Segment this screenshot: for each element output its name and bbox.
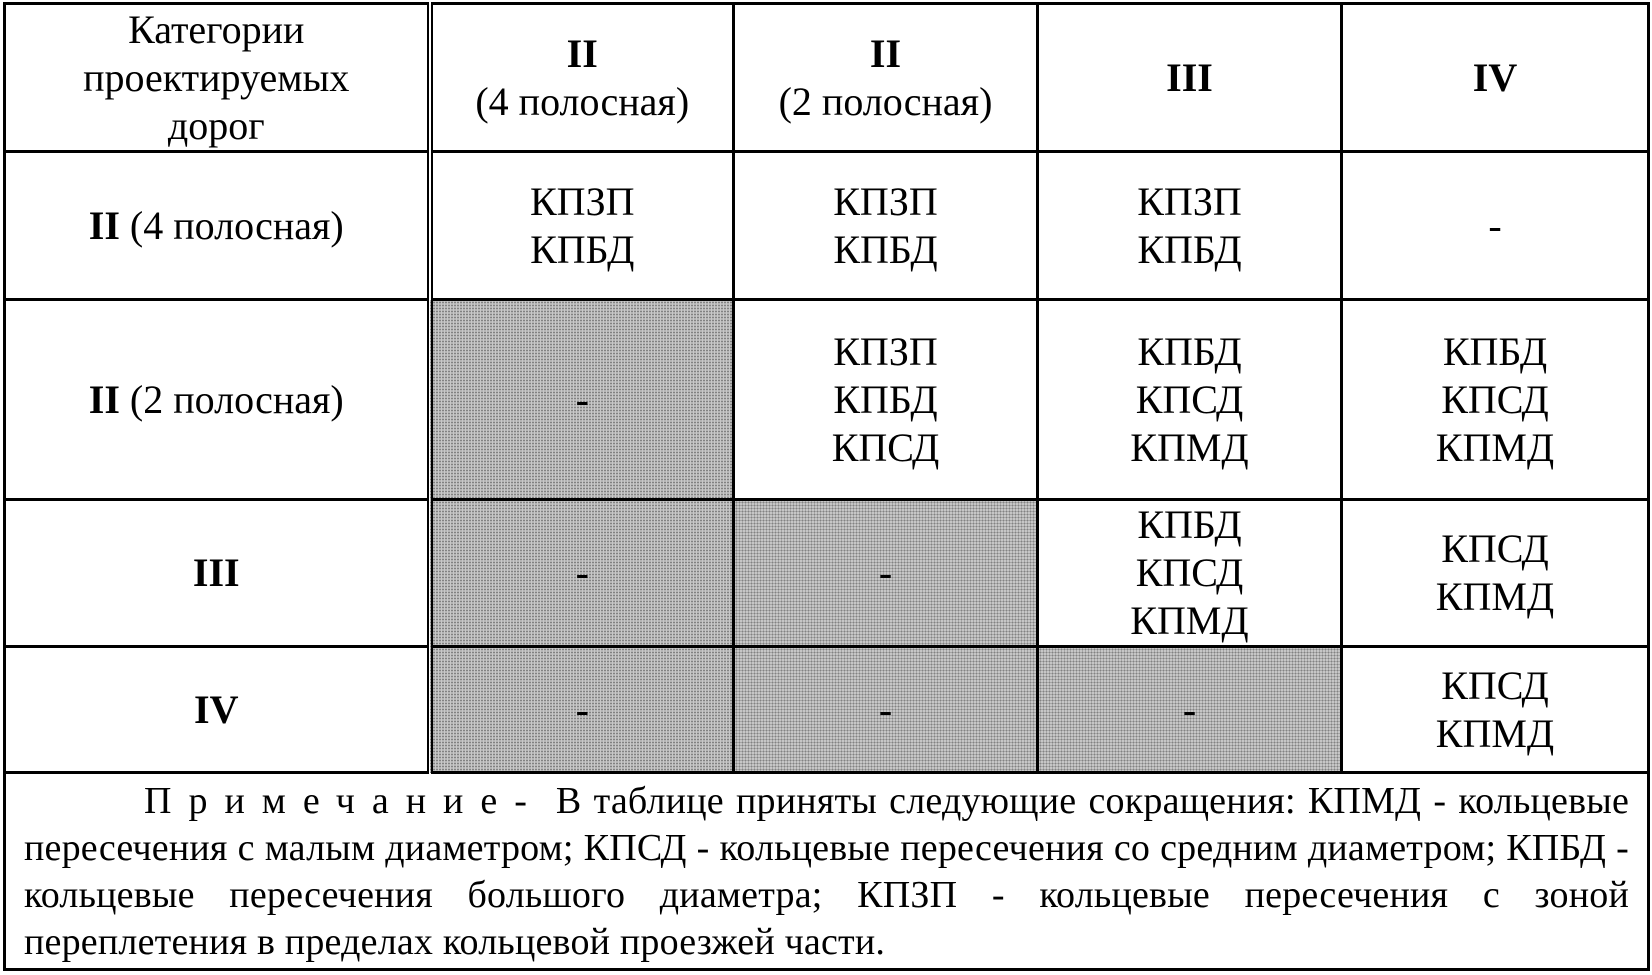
- row-header-cell: [5, 152, 430, 300]
- note-label: Примечание-: [144, 780, 544, 822]
- column-header-roman: IV: [1472, 54, 1518, 100]
- cell-value: КПСД: [1441, 662, 1549, 708]
- row-header-cell: [5, 300, 430, 500]
- cell-value: КПСД: [831, 424, 940, 470]
- shaded-cell: [734, 647, 1038, 773]
- table-row: [5, 500, 1649, 647]
- table-header-row: [5, 4, 1649, 152]
- cell-value: КПЗП: [833, 328, 938, 374]
- cell-value: КПЗП: [833, 178, 938, 224]
- cell-value: КПМД: [1435, 710, 1555, 756]
- cell-value: -: [575, 550, 589, 595]
- cell-value: КПЗП: [1137, 178, 1242, 224]
- note-row: [5, 773, 1649, 970]
- corner-line: Категории: [128, 6, 305, 52]
- cell-value: КПМД: [1435, 424, 1555, 470]
- table-cell: [1342, 647, 1649, 773]
- cell-value: -: [1488, 202, 1502, 248]
- cell-value: КПМД: [1130, 598, 1249, 643]
- column-header-roman: II: [869, 30, 902, 76]
- row-header-sub: (4 полосная): [119, 202, 344, 248]
- column-header-roman: II: [566, 30, 598, 76]
- table-cell: [1038, 500, 1342, 647]
- row-header-cell: [5, 500, 430, 647]
- table-row: [5, 152, 1649, 300]
- row-header-roman: II: [88, 202, 120, 248]
- cell-value: КПБД: [833, 376, 938, 422]
- cell-value: -: [1182, 686, 1197, 732]
- cell-value: -: [575, 376, 589, 422]
- cell-value: КПБД: [530, 226, 635, 272]
- column-header-roman: III: [1166, 54, 1213, 100]
- cell-value: КПБД: [1137, 328, 1242, 374]
- table-row: [5, 300, 1649, 500]
- cell-value: КПБД: [1442, 328, 1548, 374]
- column-header-iii: [1038, 4, 1342, 152]
- row-header-sub: (2 полосная): [119, 376, 344, 422]
- cell-value: КПСД: [1441, 376, 1549, 422]
- cell-value: КПСД: [1135, 550, 1244, 595]
- cell-value: КПБД: [1137, 226, 1242, 272]
- shaded-cell: [1038, 647, 1342, 773]
- column-header-sub: (4 полосная): [475, 78, 690, 124]
- cell-value: КПБД: [833, 226, 938, 272]
- table-cell: [734, 152, 1038, 300]
- column-header-sub: (2 полосная): [778, 78, 993, 124]
- table-row: [5, 647, 1649, 773]
- corner-header-cell: [5, 4, 430, 152]
- column-header-ii-4: [430, 4, 734, 152]
- cell-value: -: [575, 686, 589, 732]
- table-cell: [1342, 152, 1649, 300]
- shaded-cell: [734, 500, 1038, 647]
- cell-value: КПМД: [1435, 574, 1555, 619]
- cell-value: КПЗП: [530, 178, 635, 224]
- table-cell: [734, 300, 1038, 500]
- corner-line: дорог: [167, 102, 265, 148]
- row-header-cell: [5, 647, 430, 773]
- table-cell: [1342, 300, 1649, 500]
- shaded-cell: [430, 300, 734, 500]
- corner-line: проектируемых: [83, 54, 350, 100]
- shaded-cell: [430, 500, 734, 647]
- cell-value: КПБД: [1137, 502, 1242, 547]
- row-header-roman: II: [88, 376, 120, 422]
- table-cell: [1038, 300, 1342, 500]
- row-header-roman: III: [192, 550, 240, 595]
- note-text: В таблице приняты следующие сокращения: КПМД - кольцевые пересечения с малым диаметром; КПСД - кольцевые пересечения со средним диаметром; КПБД - кольцевые пересечения большого диаметра; КПЗП - кольцевые пересечения с зоной переплетения в пределах кольцевой проезжей части.: [24, 780, 1630, 963]
- column-header-iv: [1342, 4, 1649, 152]
- column-header-ii-2: [734, 4, 1038, 152]
- table-cell: [1038, 152, 1342, 300]
- cell-value: КПСД: [1135, 376, 1244, 422]
- shaded-cell: [430, 647, 734, 773]
- cell-value: -: [878, 686, 893, 732]
- cell-value: КПМД: [1130, 424, 1249, 470]
- intersection-type-table: [3, 2, 1650, 971]
- table-cell: [430, 152, 734, 300]
- table-note: [5, 773, 1649, 970]
- row-header-roman: IV: [194, 686, 239, 732]
- cell-value: КПСД: [1441, 526, 1549, 571]
- table-cell: [1342, 500, 1649, 647]
- cell-value: -: [878, 550, 893, 595]
